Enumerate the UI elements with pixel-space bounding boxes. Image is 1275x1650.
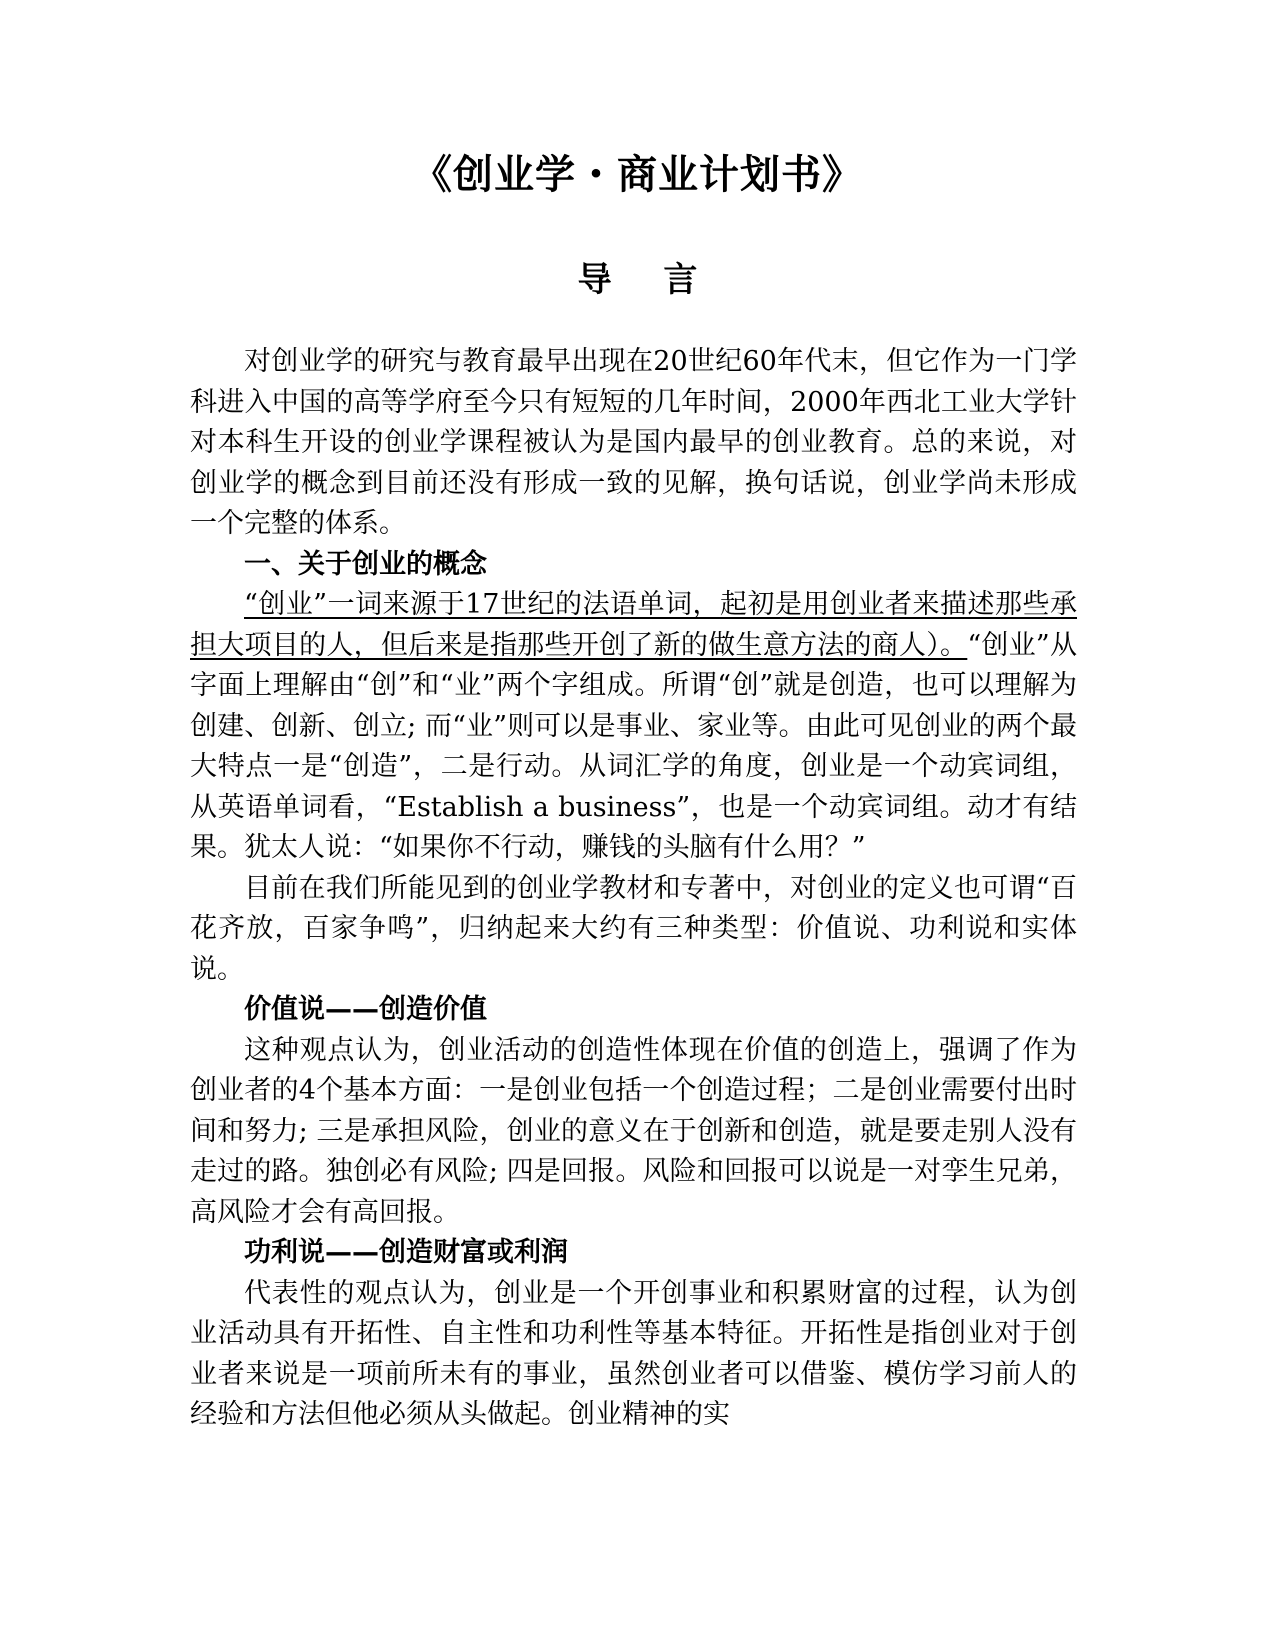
concept-paragraph: [190, 585, 1077, 869]
section-heading-utility-theory: 功利说——创造财富或利润: [244, 1237, 568, 1268]
utility-theory-paragraph: 代表性的观点认为，创业是一个开创事业和积累财富的过程，认为创业活动具有开拓性、自主性和功利性等基本特征。开拓性是指创业对于创业者来说是一项前所未有的事业，虽然创业者可以借鉴、模仿学习前人的经验和方法但他必须从头做起。创业精神的实: [190, 1277, 1077, 1430]
document-body: [190, 342, 1077, 1436]
value-theory-paragraph: 这种观点认为，创业活动的创造性体现在价值的创造上，强调了作为创业者的4个基本方面：一是创业包括一个创造过程；二是创业需要付出时间和努力; 三是承担风险，创业的意义在于创新和创造，就是要走别人没有走过的路。独创必有风险; 四是回报。风险和回报可以说是一对孪生兄弟，高风险才会有高回报。: [190, 1034, 1077, 1228]
underlined-definition-text: “创业”一词来源于17世纪的法语单词，起初是用创业者来描述那些承担大项目的人，但后来是指那些开创了新的做生意方法的商人）。: [190, 589, 1077, 661]
concept-paragraph-text: “创业”从字面上理解由“创”和“业”两个字组成。所谓“创”就是创造，也可以理解为创建、创新、创立; 而“业”则可以是事业、家业等。由此可见创业的两个最大特点一是“创造”，二是行动。从词汇学的角度，创业是一个动宾词组，从英语单词看，“Establish a business”，也是一个动宾词组。动才有结果。犹太人说：“如果你不行动，赚钱的头脑有什么用？”: [190, 629, 1077, 863]
document-title: 《创业学・商业计划书》: [412, 152, 863, 198]
section-heading-value-theory: 价值说——创造价值: [244, 994, 487, 1025]
definition-types-paragraph: 目前在我们所能见到的创业学教材和专著中，对创业的定义也可谓“百花齐放，百家争鸣”，归纳起来大约有三种类型：价值说、功利说和实体说。: [190, 872, 1077, 985]
intro-paragraph: 对创业学的研究与教育最早出现在20世纪60年代末，但它作为一门学科进入中国的高等学府至今只有短短的几年时间，2000年西北工业大学针对本科生开设的创业学课程被认为是国内最早的创业教育。总的来说，对创业学的概念到目前还没有形成一致的见解，换句话说，创业学尚未形成一个完整的体系。: [190, 346, 1077, 539]
section-heading-concept: 一、关于创业的概念: [244, 548, 487, 580]
document-subtitle: 导 言: [577, 260, 698, 300]
